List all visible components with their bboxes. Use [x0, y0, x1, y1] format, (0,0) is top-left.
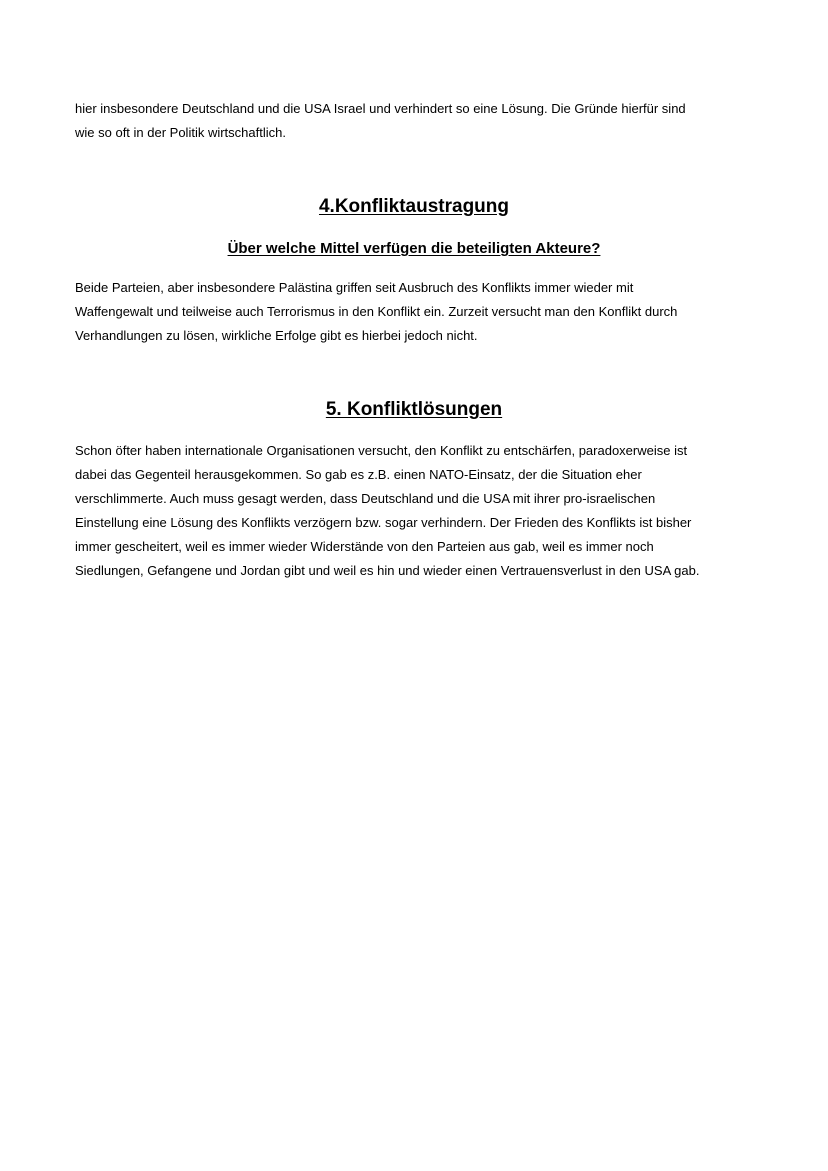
paragraph-line: Schon öfter haben internationale Organisationen versucht, den Konflikt zu entschärfen, paradoxerweise ist	[75, 443, 688, 458]
paragraph-line: immer gescheitert, weil es immer wieder Widerstände von den Parteien aus gab, weil es immer noch	[75, 539, 654, 554]
paragraph-line: verschlimmerte. Auch muss gesagt werden, dass Deutschland und die USA mit ihrer pro-israelischen	[75, 491, 656, 506]
section-5-paragraph	[75, 439, 755, 583]
section-4-subheading: Über welche Mittel verfügen die beteiligten Akteure?	[227, 240, 601, 257]
paragraph-line: hier insbesondere Deutschland und die USA Israel und verhindert so eine Lösung. Die Gründe hierfür sind	[75, 101, 686, 116]
paragraph-line: dabei das Gegenteil herausgekommen. So gab es z.B. einen NATO-Einsatz, der die Situation eher	[75, 467, 642, 482]
intro-paragraph	[75, 97, 755, 145]
paragraph-line: Siedlungen, Gefangene und Jordan gibt und weil es hin und wieder einen Vertrauensverlust in den USA gab.	[75, 563, 700, 578]
paragraph-line: Einstellung eine Lösung des Konflikts verzögern bzw. sogar verhindern. Der Frieden des Konflikts ist bisher	[75, 515, 692, 530]
paragraph-line: Waffengewalt und teilweise auch Terrorismus in den Konflikt ein. Zurzeit versucht man den Konflikt durch	[75, 304, 678, 319]
section-4-paragraph	[75, 276, 755, 348]
paragraph-line: Beide Parteien, aber insbesondere Palästina griffen seit Ausbruch des Konflikts immer wieder mit	[75, 280, 634, 295]
section-5-heading: 5. Konfliktlösungen	[325, 399, 503, 420]
section-4-heading: 4.Konfliktaustragung	[318, 196, 509, 217]
paragraph-line: Verhandlungen zu lösen, wirkliche Erfolge gibt es hierbei jedoch nicht.	[75, 328, 478, 343]
paragraph-line: wie so oft in der Politik wirtschaftlich.	[75, 125, 286, 140]
